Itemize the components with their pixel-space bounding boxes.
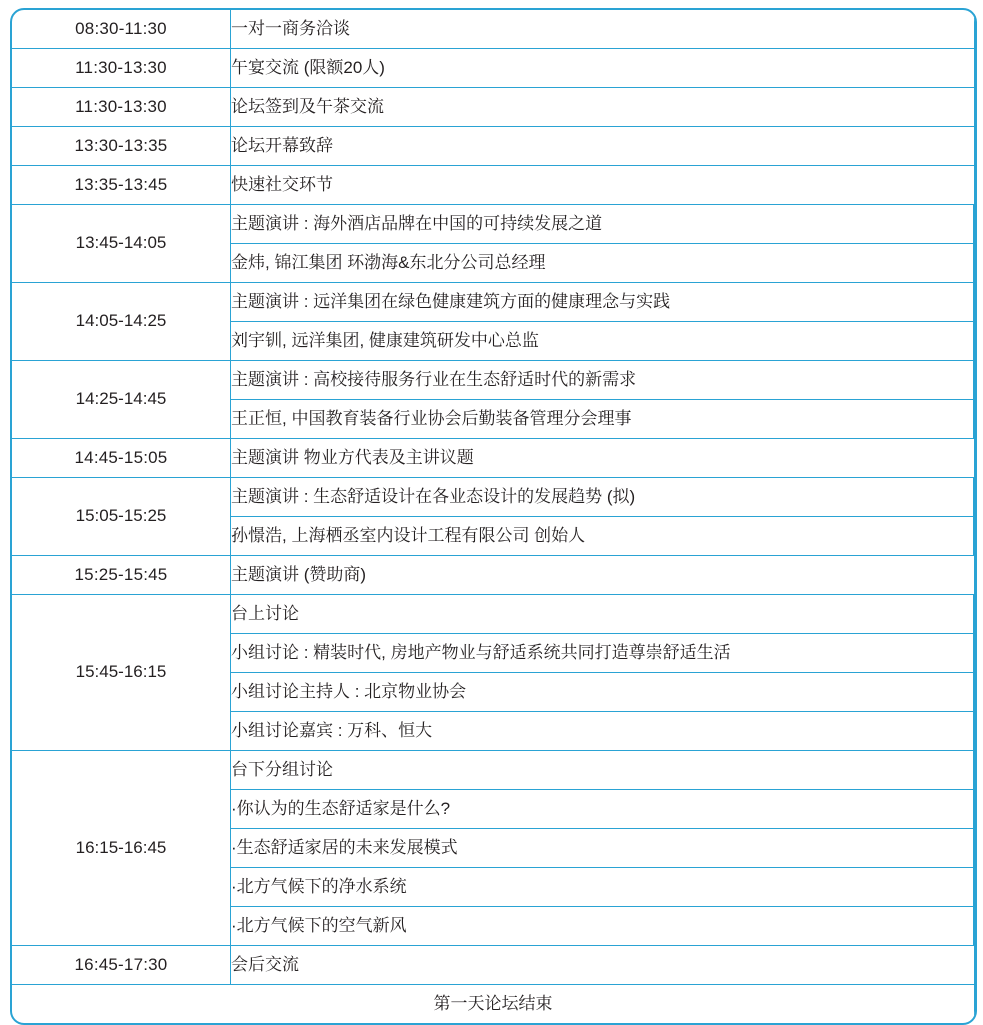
table-footer-row (12, 985, 975, 1024)
row-sublines-table (231, 595, 974, 750)
row-time: 11:30-13:30 (12, 49, 231, 88)
sub-row (231, 868, 974, 907)
sub-row (231, 829, 974, 868)
row-description: 午宴交流 (限额20人) (231, 49, 975, 88)
row-description: ·北方气候下的空气新风 (231, 907, 974, 946)
row-time: 14:25-14:45 (12, 361, 231, 439)
table-row (12, 10, 975, 49)
row-time: 16:45-17:30 (12, 946, 231, 985)
sub-row (231, 322, 974, 361)
sub-row (231, 283, 974, 322)
row-description: 台下分组讨论 (231, 751, 974, 790)
footer-note: 第一天论坛结束 (12, 985, 975, 1024)
agenda-table (12, 10, 975, 1023)
row-description: 刘宇钏, 远洋集团, 健康建筑研发中心总监 (231, 322, 974, 361)
row-time: 15:25-15:45 (12, 556, 231, 595)
row-description: 小组讨论 : 精装时代, 房地产物业与舒适系统共同打造尊崇舒适生活 (231, 634, 974, 673)
row-description: 主题演讲 (赞助商) (231, 556, 975, 595)
sub-row (231, 595, 974, 634)
sub-row (231, 634, 974, 673)
row-description: 小组讨论嘉宾 : 万科、恒大 (231, 712, 974, 751)
sub-row (231, 673, 974, 712)
sub-row (231, 712, 974, 751)
row-description: 主题演讲 : 高校接待服务行业在生态舒适时代的新需求 (231, 361, 974, 400)
sub-row (231, 244, 974, 283)
table-row (12, 439, 975, 478)
row-description-group (231, 205, 975, 283)
row-description: 一对一商务洽谈 (231, 10, 975, 49)
row-description: 会后交流 (231, 946, 975, 985)
table-row (12, 478, 975, 556)
row-description: 台上讨论 (231, 595, 974, 634)
sub-row (231, 517, 974, 556)
table-row (12, 166, 975, 205)
row-time: 14:45-15:05 (12, 439, 231, 478)
row-sublines-table (231, 478, 974, 555)
schedule-table-border (10, 8, 977, 1025)
table-row (12, 88, 975, 127)
row-sublines-table (231, 283, 974, 360)
sub-row (231, 907, 974, 946)
row-description: 论坛签到及午茶交流 (231, 88, 975, 127)
table-row (12, 127, 975, 166)
row-description: 快速社交环节 (231, 166, 975, 205)
row-time: 15:45-16:15 (12, 595, 231, 751)
row-description-group (231, 283, 975, 361)
sub-row (231, 790, 974, 829)
row-description: 主题演讲 物业方代表及主讲议题 (231, 439, 975, 478)
row-description: 孙憬浩, 上海栖丞室内设计工程有限公司 创始人 (231, 517, 974, 556)
row-description-group (231, 751, 975, 946)
row-description: 王正恒, 中国教育装备行业协会后勤装备管理分会理事 (231, 400, 974, 439)
table-row (12, 556, 975, 595)
row-description-group (231, 595, 975, 751)
row-time: 13:30-13:35 (12, 127, 231, 166)
sub-row (231, 205, 974, 244)
row-description: 论坛开幕致辞 (231, 127, 975, 166)
row-time: 14:05-14:25 (12, 283, 231, 361)
table-row (12, 49, 975, 88)
sub-row (231, 400, 974, 439)
table-row (12, 361, 975, 439)
sub-row (231, 478, 974, 517)
row-description-group (231, 361, 975, 439)
row-time: 15:05-15:25 (12, 478, 231, 556)
row-time: 11:30-13:30 (12, 88, 231, 127)
row-description: 主题演讲 : 生态舒适设计在各业态设计的发展趋势 (拟) (231, 478, 974, 517)
table-row (12, 751, 975, 946)
row-sublines-table (231, 361, 974, 438)
row-description-group (231, 478, 975, 556)
row-description: ·生态舒适家居的未来发展模式 (231, 829, 974, 868)
row-time: 08:30-11:30 (12, 10, 231, 49)
table-row (12, 205, 975, 283)
row-sublines-table (231, 205, 974, 282)
row-description: 主题演讲 : 海外酒店品牌在中国的可持续发展之道 (231, 205, 974, 244)
row-description: ·你认为的生态舒适家是什么? (231, 790, 974, 829)
row-description: ·北方气候下的净水系统 (231, 868, 974, 907)
row-description: 主题演讲 : 远洋集团在绿色健康建筑方面的健康理念与实践 (231, 283, 974, 322)
sub-row (231, 751, 974, 790)
row-time: 13:35-13:45 (12, 166, 231, 205)
table-row (12, 595, 975, 751)
row-description: 小组讨论主持人 : 北京物业协会 (231, 673, 974, 712)
row-sublines-table (231, 751, 974, 945)
sub-row (231, 361, 974, 400)
table-row (12, 283, 975, 361)
table-row (12, 946, 975, 985)
row-time: 13:45-14:05 (12, 205, 231, 283)
row-time: 16:15-16:45 (12, 751, 231, 946)
agenda-table-body (12, 10, 975, 1023)
row-description: 金炜, 锦江集团 环渤海&东北分公司总经理 (231, 244, 974, 283)
